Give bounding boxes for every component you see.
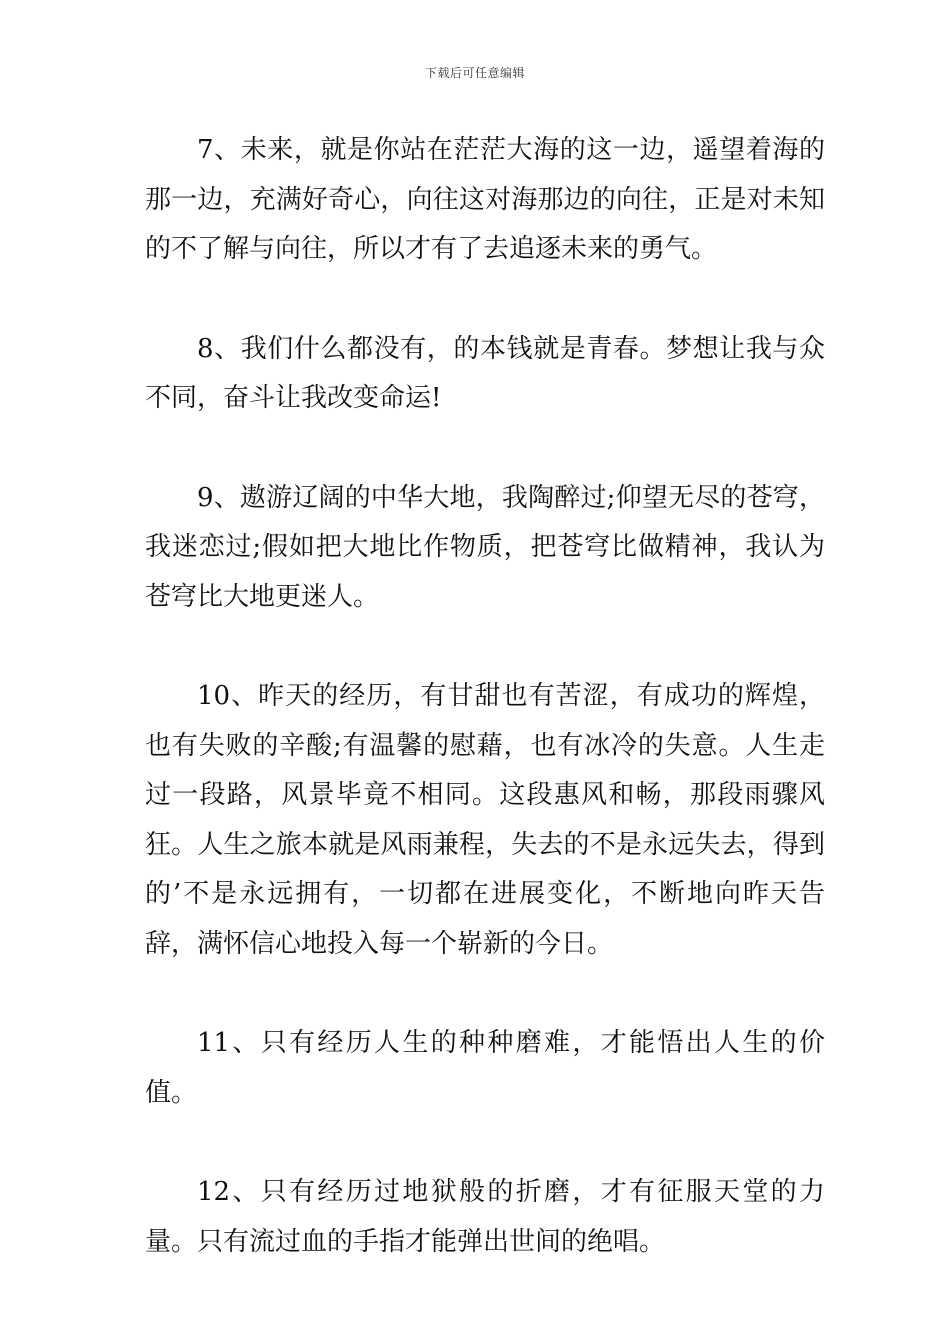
document-body [145, 126, 825, 1267]
paragraph-12: 12、只有经历过地狱般的折磨，才有征服天堂的力量。只有流过血的手指才能弹出世间的绝唱。 [145, 1177, 825, 1257]
paragraph-9: 9、遨游辽阔的中华大地，我陶醉过;仰望无尽的苍穹，我迷恋过;假如把大地比作物质，把苍穹比做精神，我认为苍穹比大地更迷人。 [145, 482, 825, 612]
paragraph-10: 10、昨天的经历，有甘甜也有苦涩，有成功的辉煌，也有失败的辛酸;有温馨的慰藉，也有冰冷的失意。人生走过一段路，风景毕竟不相同。这段惠风和畅，那段雨骤风狂。人生之旅本就是风雨兼程，失去的不是永远失去，得到的’不是永远拥有，一切都在进展变化，不断地向昨天告辞，满怀信心地投入每一个崭新的今日。 [145, 681, 825, 959]
paragraph-8: 8、我们什么都没有，的本钱就是青春。梦想让我与众不同，奋斗让我改变命运! [145, 333, 825, 413]
paragraph-11: 11、只有经历人生的种种磨难，才能悟出人生的价值。 [145, 1028, 825, 1108]
page-header: 下载后可任意编辑 [424, 66, 525, 80]
paragraph-7: 7、未来，就是你站在茫茫大海的这一边，遥望着海的那一边，充满好奇心，向往这对海那边的向往，正是对未知的不了解与向往，所以才有了去追逐未来的勇气。 [145, 135, 825, 264]
